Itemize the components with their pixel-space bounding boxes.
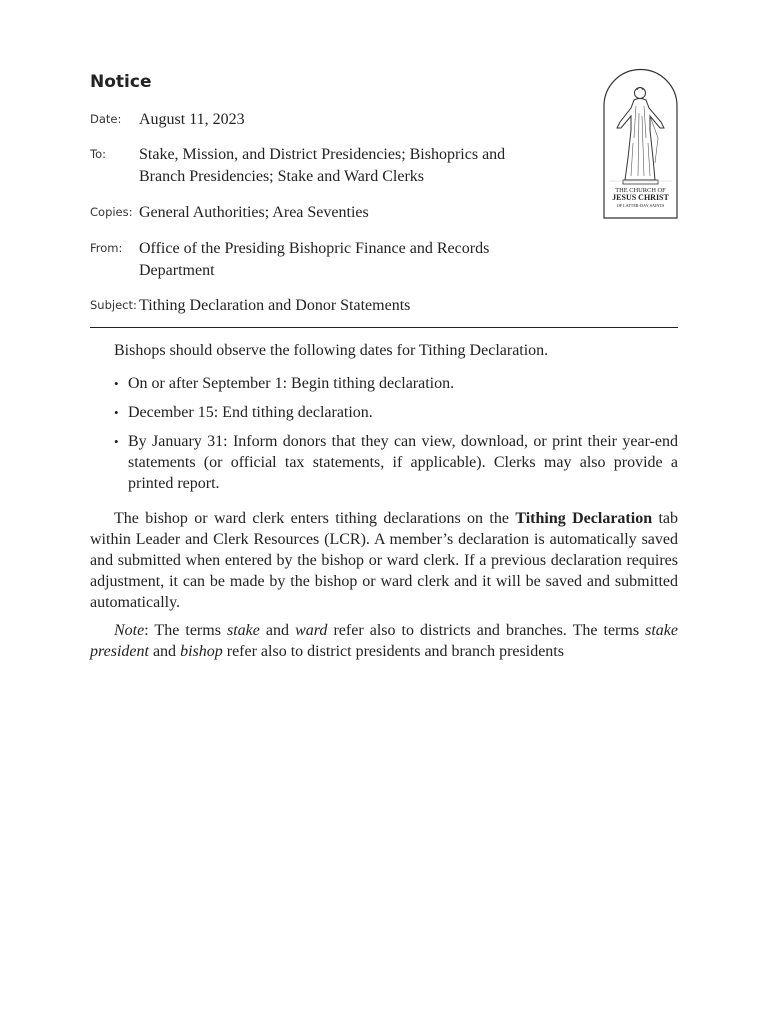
copies-label: Copies: xyxy=(90,205,133,219)
header-divider xyxy=(90,327,678,328)
page-title: Notice xyxy=(90,72,152,92)
note-label: Note xyxy=(114,622,145,639)
note-text: refer also to district presidents and branch presidents xyxy=(222,643,564,660)
list-item: • December 15: End tithing declaration. xyxy=(128,402,678,423)
instructions-paragraph xyxy=(90,508,678,613)
notice-body xyxy=(90,340,678,662)
logo-line-1: THE CHURCH OF xyxy=(615,187,666,194)
note-paragraph xyxy=(90,620,678,662)
note-text: and xyxy=(259,622,296,639)
note-text: and xyxy=(148,643,181,660)
para-text-before: The bishop or ward clerk enters tithing declarations on the xyxy=(114,510,516,527)
note-term-stake-president: stake president xyxy=(90,622,678,660)
from-value: Office of the Presiding Bishopric Finance and Records Department xyxy=(139,240,490,279)
note-term-bishop: bishop xyxy=(180,643,223,660)
christus-logo-icon xyxy=(603,68,678,219)
to-label: To: xyxy=(90,147,106,161)
church-logo xyxy=(603,68,678,219)
tithing-declaration-tab-name: Tithing Declaration xyxy=(515,510,653,527)
para-text-after: tab within Leader and Clerk Resources (LCR). A member’s declaration is automatically saved and submitted when entered by the bishop or ward clerk. If a previous declaration requires adjustment, it can be made by the bishop or ward clerk and it will be saved and submitted automatically. xyxy=(90,510,679,611)
from-label: From: xyxy=(90,241,123,255)
logo-line-2: JESUS CHRIST xyxy=(612,193,669,202)
date-value: August 11, 2023 xyxy=(139,111,245,128)
intro-paragraph: Bishops should observe the following dates for Tithing Declaration. xyxy=(114,342,549,359)
list-item: • By January 31: Inform donors that they can view, download, or print their year-end statements (or official tax statements, if applicable). Clerks may also provide a printed report. xyxy=(128,431,678,494)
to-value: Stake, Mission, and District Presidencies; Bishoprics and Branch Presidencies; Stake and Ward Clerks xyxy=(139,146,506,185)
note-term-stake: stake xyxy=(226,622,260,639)
list-item: • On or after September 1: Begin tithing declaration. xyxy=(128,373,678,394)
date-label: Date: xyxy=(90,112,122,126)
note-term-ward: ward xyxy=(295,622,328,639)
note-text: refer also to districts and branches. The terms xyxy=(327,622,646,639)
logo-line-3: OF LATTER-DAY SAINTS xyxy=(616,203,665,208)
note-text: : The terms xyxy=(144,622,227,639)
dates-list xyxy=(90,373,678,494)
copies-value: General Authorities; Area Seventies xyxy=(139,204,369,221)
subject-label: Subject: xyxy=(90,298,137,312)
subject-value: Tithing Declaration and Donor Statements xyxy=(139,297,411,314)
